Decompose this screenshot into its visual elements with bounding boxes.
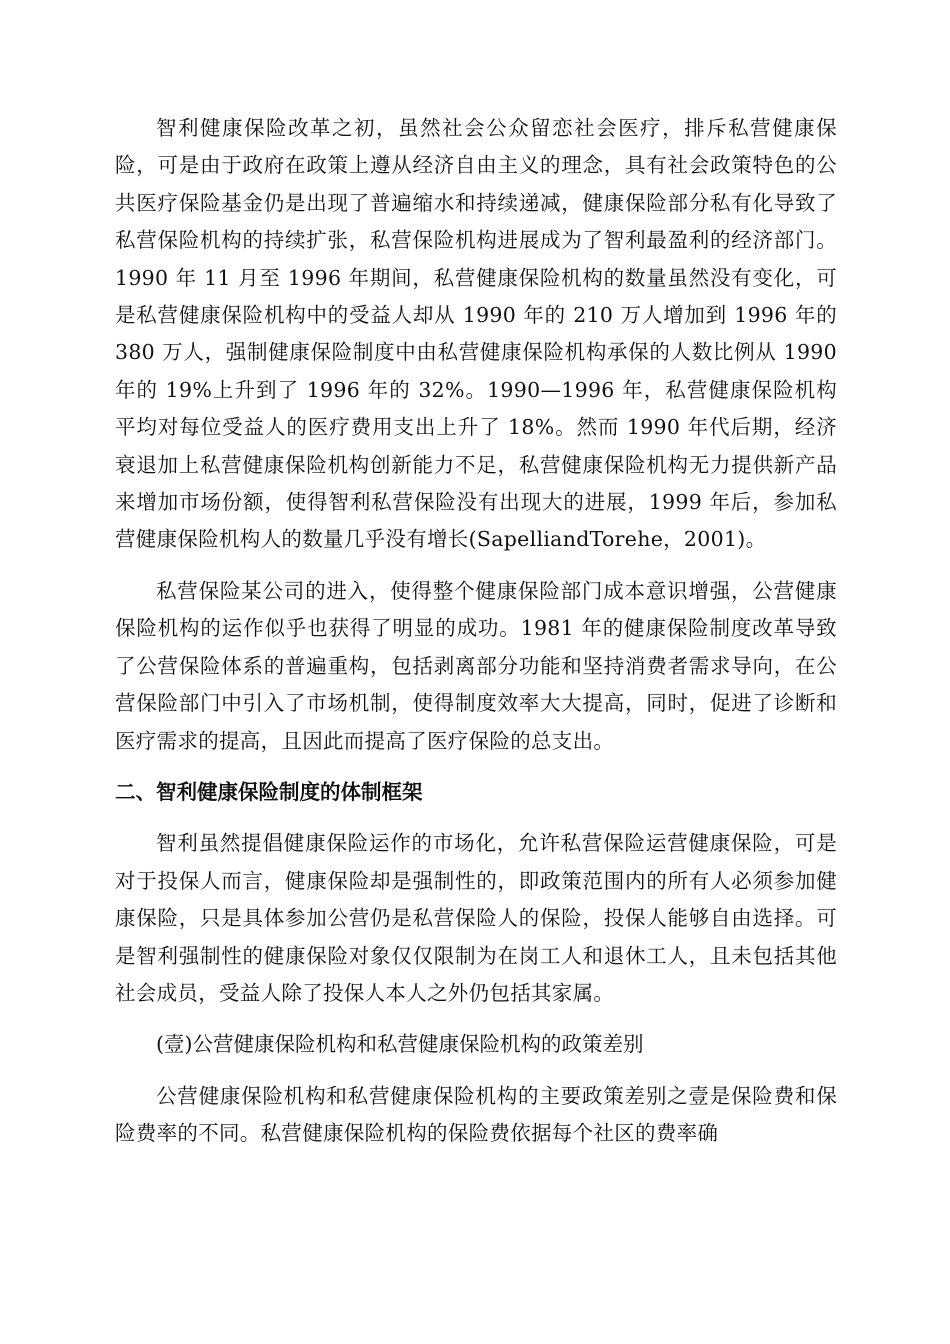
document-body <box>115 110 837 1153</box>
paragraph-institutional-framework: 智利虽然提倡健康保险运作的市场化，允许私营保险运营健康保险，可是对于投保人而言，健康保险却是强制性的，即政策范围内的所有人必须参加健康保险，只是具体参加公营仍是私营保险人的保险，投保人能够自由选择。可是智利强制性的健康保险对象仅仅限制为在岗工人和退休工人，且未包括其他社会成员，受益人除了投保人本人之外仍包括其家属。 <box>115 831 837 1005</box>
paragraph-policy-differences: 公营健康保险机构和私营健康保险机构的主要政策差别之壹是保险费和保险费率的不同。私营健康保险机构的保险费依据每个社区的费率确 <box>115 1083 837 1146</box>
subsection-heading: (壹)公营健康保险机构和私营健康保险机构的政策差别 <box>156 1032 644 1057</box>
section-heading: 二、智利健康保险制度的体制框架 <box>115 779 423 804</box>
paragraph-public-insurance-reform: 私营保险某公司的进入，使得整个健康保险部门成本意识增强，公营健康保险机构的运作似乎也获得了明显的成功。1981 年的健康保险制度改革导致了公营保险体系的普遍重构，包括剥离部分功能和坚持消费者需求导向，在公营保险部门中引入了市场机制，使得制度效率大大提高，同时，促进了诊断和医疗需求的提高，且因此而提高了医疗保险的总支出。 <box>115 578 837 753</box>
paragraph-private-insurance-expansion: 智利健康保险改革之初，虽然社会公众留恋社会医疗，排斥私营健康保险，可是由于政府在政策上遵从经济自由主义的理念，具有社会政策特色的公共医疗保险基金仍是出现了普遍缩水和持续递减，健康保险部分私有化导致了私营保险机构的持续扩张，私营保险机构进展成为了智利最盈利的经济部门。1990 年 11 月至 1996 年期间，私营健康保险机构的数量虽然没有变化，可是私营健康保险机构中的受益人却从 1990 年的 210 万人增加到 1996 年的 380 万人，强制健康保险制度中由私营健康保险机构承保的人数比例从 1990 年的 19%上升到了 1996 年的 32%。1990—1996 年，私营健康保险机构平均对每位受益人的医疗费用支出上升了 18%。然而 1990 年代后期，经济衰退加上私营健康保险机构创新能力不足，私营健康保险机构无力提供新产品来增加市场份额，使得智利私营保险没有出现大的进展，1999 年后，参加私营健康保险机构人的数量几乎没有增长(SapelliandTorehe，2001)。 <box>115 116 837 552</box>
